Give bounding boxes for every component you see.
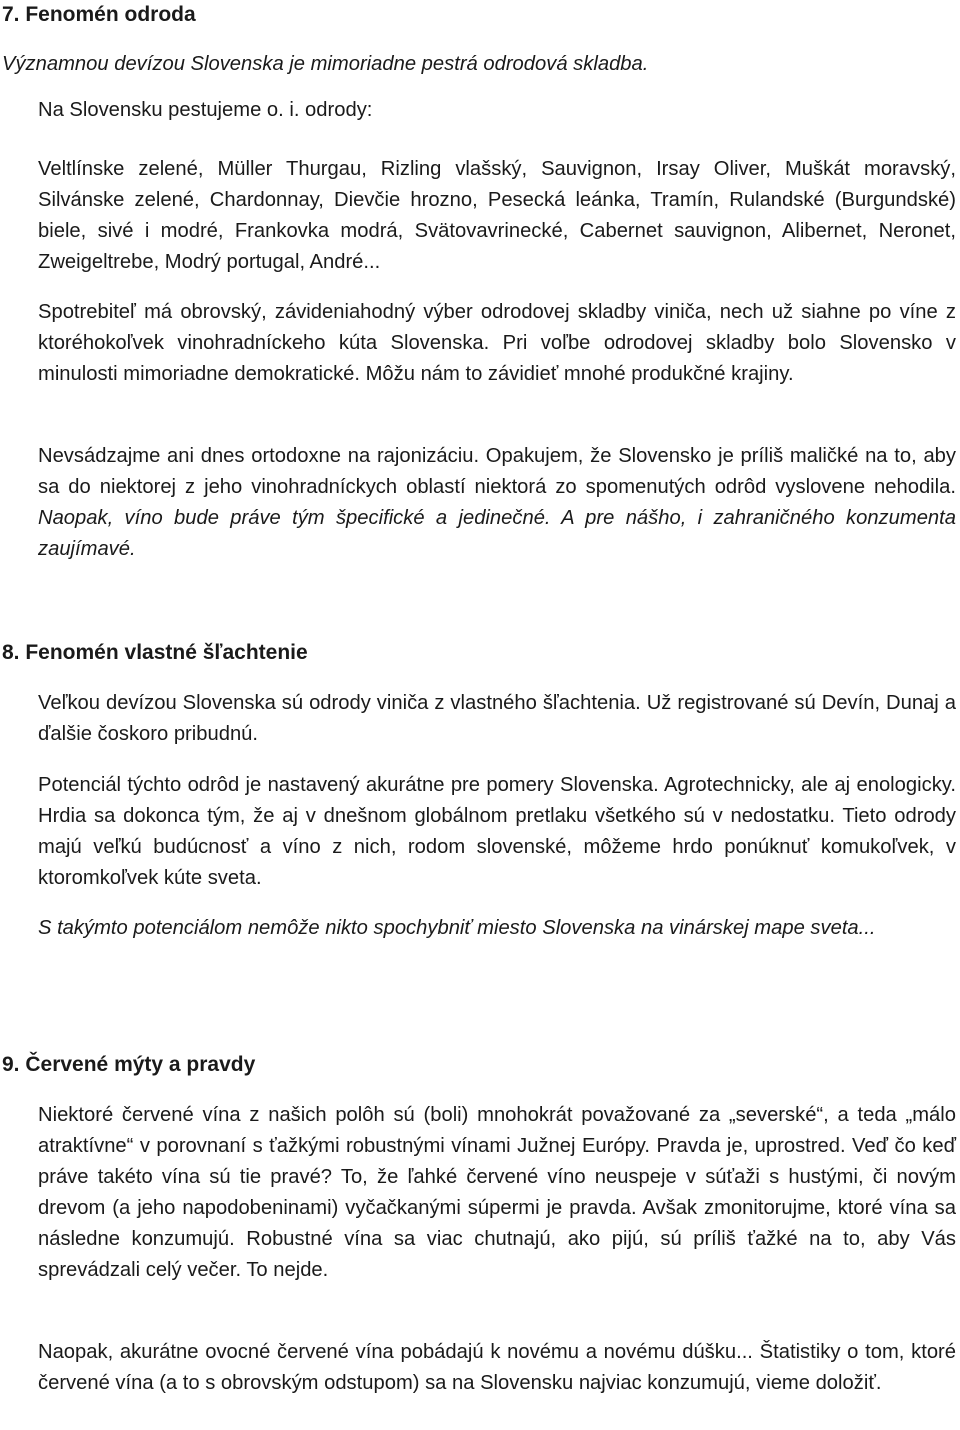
rajonization-plain-text: Nevsádzajme ani dnes ortodoxne na rajonizáciu. Opakujem, že Slovensko je príliš maličké na to, aby sa do niektorej z jeho vinohradníckych oblastí niektorá zo spomenutých odrôd vyslovene nehodila. xyxy=(38,445,956,498)
section-9-heading: 9. Červené mýty a pravdy xyxy=(2,1053,256,1076)
section-7-heading: 7. Fenomén odroda xyxy=(2,3,196,26)
section-8-own-breeding: Veľkou devízou Slovenska sú odrody viniča z vlastného šľachtenia. Už registrované sú Devín, Dunaj a ďalšie čoskoro pribudnú. xyxy=(38,692,956,745)
section-9-truths: Naopak, akurátne ovocné červené vína pobádajú k novému a novému dúšku... Štatistiky o tom, ktoré červené vína (a to s obrovským odstupom) sa na Slovensku najviac konzumujú, vieme doložiť. xyxy=(38,1341,956,1394)
section-8-heading: 8. Fenomén vlastné šľachtenie xyxy=(2,641,308,664)
section-7-varieties: Veltlínske zelené, Müller Thurgau, Rizling vlašský, Sauvignon, Irsay Oliver, Muškát moravský, Silvánske zelené, Chardonnay, Dievčie hrozno, Pesecká leánka, Tramín, Rulandské (Burgundské) biele, sivé i modré, Frankovka modrá, Svätovavrinecké, Cabernet sauvignon, Alibernet, Neronet, Zweigeltrebe, Modrý portugal, André... xyxy=(38,158,956,273)
section-7-intro: Významnou devízou Slovenska je mimoriadne pestrá odrodová skladba. xyxy=(2,53,649,75)
section-9-myths: Niektoré červené vína z našich polôh sú (boli) mnohokrát považované za „severské“, a teda „málo atraktívne“ v porovnaní s ťažkými robustnými vínami Južnej Európy. Pravda je, uprostred. Veď čo keď práve takéto vína sú tie pravé? To, že ľahké červené víno neuspeje v súťaži s hustými, či novým drevom (a jeho napodobeninami) vyčačkanými súpermi je pravda. Avšak zmonitorujme, ktoré vína sa následne konzumujú. Robustné vína sa viac chutnajú, ako pijú, sú príliš ťažké na to, aby Vás sprevádzali celý večer. To nejde. xyxy=(38,1104,956,1281)
rajonization-italic-text: Naopak, víno bude práve tým špecifické a jedinečné. A pre nášho, i zahraničného konzumenta zaujímavé. xyxy=(38,507,956,560)
section-8-closing: S takýmto potenciálom nemôže nikto spochybniť miesto Slovenska na vinárskej mape sveta... xyxy=(38,917,876,939)
section-7-consumer-choice: Spotrebiteľ má obrovský, závideniahodný výber odrodovej skladby viniča, nech už siahne po víne z ktoréhokoľvek vinohradníckeho kúta Slovenska. Pri voľbe odrodovej skladby bolo Slovensko v minulosti mimoriadne demokratické. Môžu nám to závidieť mnohé produkčné krajiny. xyxy=(38,301,956,385)
section-7-rajonization xyxy=(38,441,956,565)
section-8-potential: Potenciál týchto odrôd je nastavený akurátne pre pomery Slovenska. Agrotechnicky, ale aj enologicky. Hrdia sa dokonca tým, že aj v dnešnom globálnom pretlaku všetkého sú v nedostatku. Tieto odrody majú veľkú budúcnosť a víno z nich, rodom slovenské, môžeme hrdo ponúknuť komukoľvek, v ktoromkoľvek kúte sveta. xyxy=(38,774,956,889)
section-7-lead: Na Slovensku pestujeme o. i. odrody: xyxy=(38,99,373,121)
